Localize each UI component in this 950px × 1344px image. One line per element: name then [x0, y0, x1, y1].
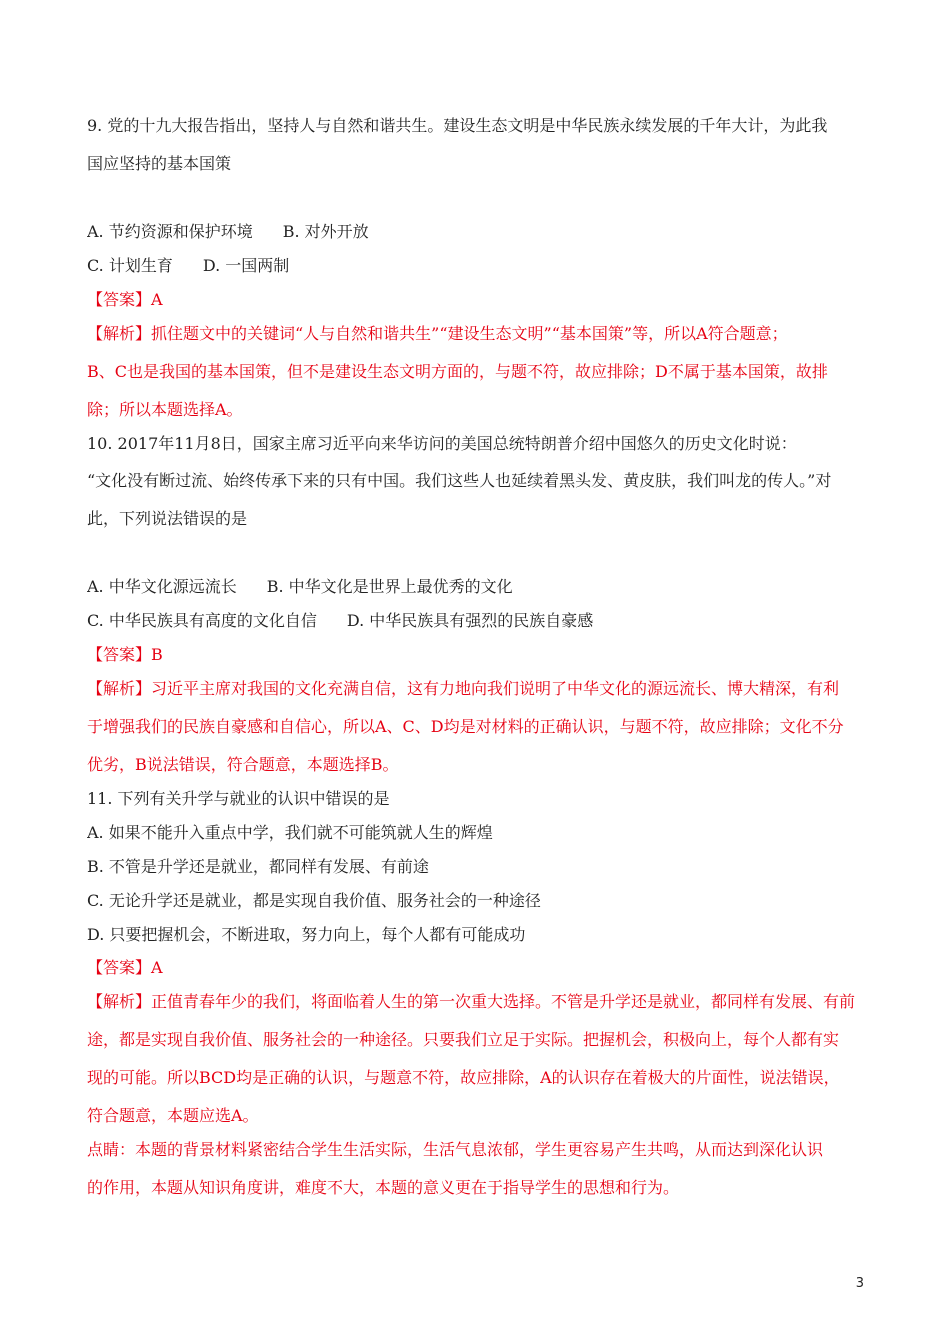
q11-option-b: B. 不管是升学还是就业，都同样有发展、有前途: [87, 857, 429, 876]
q10-analysis-line2: 于增强我们的民族自豪感和自信心，所以A、C、D均是对材料的正确认识，与题不符，故应排除；文化不分: [87, 717, 844, 736]
q11-comment-line1: 点睛：本题的背景材料紧密结合学生生活实际，生活气息浓郁，学生更容易产生共鸣，从而达到深化认识: [87, 1140, 824, 1159]
q11-option-a: A. 如果不能升入重点中学，我们就不可能筑就人生的辉煌: [87, 823, 493, 842]
q11-answer: 【答案】A: [87, 958, 163, 977]
q9-option-c: C. 计划生育: [87, 256, 173, 275]
q11-analysis-line3: 现的可能。所以BCD均是正确的认识，与题意不符，故应排除，A的认识存在着极大的片面性，说法错误，: [87, 1068, 840, 1087]
q10-stem-line2: “文化没有断过流、始终传承下来的只有中国。我们这些人也延续着黑头发、黄皮肤，我们叫龙的传人。”对: [87, 471, 832, 490]
q11-comment-line2: 的作用，本题从知识角度讲，难度不大，本题的意义更在于指导学生的思想和行为。: [87, 1178, 680, 1197]
q11-option-c: C. 无论升学还是就业，都是实现自我价值、服务社会的一种途径: [87, 891, 541, 910]
q10-option-c: C. 中华民族具有高度的文化自信: [87, 611, 317, 630]
q10-stem-line1: 10. 2017年11月8日，国家主席习近平向来华访问的美国总统特朗普介绍中国悠久的历史文化时说：: [87, 434, 797, 453]
q9-option-a: A. 节约资源和保护环境: [87, 222, 253, 241]
q10-option-b: B. 中华文化是世界上最优秀的文化: [266, 577, 513, 596]
q11-stem: 11. 下列有关升学与就业的认识中错误的是: [87, 789, 390, 808]
q9-stem-line2: 国应坚持的基本国策: [87, 154, 232, 173]
q9-analysis-line1: 【解析】抓住题文中的关键词“人与自然和谐共生”“建设生态文明”“基本国策”等，所以A符合题意；: [87, 324, 788, 343]
q9-options-ab: [87, 221, 867, 243]
q10-option-d: D. 中华民族具有强烈的民族自豪感: [346, 611, 594, 630]
q10-option-a: A. 中华文化源远流长: [87, 577, 237, 596]
q9-answer: 【答案】A: [87, 290, 163, 309]
q9-analysis-line2: B、C也是我国的基本国策，但不是建设生态文明方面的，与题不符，故应排除；D不属于基本国策，故排: [87, 362, 828, 381]
q9-analysis-line3: 除；所以本题选择A。: [87, 400, 243, 419]
q11-analysis-line2: 途，都是实现自我价值、服务社会的一种途径。只要我们立足于实际。把握机会，积极向上，每个人都有实: [87, 1030, 840, 1049]
q9-option-b: B. 对外开放: [282, 222, 369, 241]
q11-analysis-line4: 符合题意，本题应选A。: [87, 1106, 259, 1125]
q10-stem-line3: 此，下列说法错误的是: [87, 509, 248, 528]
q10-analysis-line1: 【解析】习近平主席对我国的文化充满自信，这有力地向我们说明了中华文化的源远流长、博大精深，有利: [87, 679, 840, 698]
q10-analysis-line3: 优劣，B说法错误，符合题意，本题选择B。: [87, 755, 399, 774]
page-number: 3: [855, 1276, 864, 1291]
q9-options-cd: [87, 255, 867, 277]
q11-option-d: D. 只要把握机会，不断进取，努力向上，每个人都有可能成功: [87, 925, 526, 944]
q10-options-cd: [87, 610, 867, 632]
q9-option-d: D. 一国两制: [202, 256, 290, 275]
q9-stem-line1: 9. 党的十九大报告指出，坚持人与自然和谐共生。建设生态文明是中华民族永续发展的千年大计，为此我: [87, 116, 828, 135]
q11-analysis-line1: 【解析】正值青春年少的我们，将面临着人生的第一次重大选择。不管是升学还是就业，都同样有发展、有前: [87, 992, 856, 1011]
q10-answer: 【答案】B: [87, 645, 163, 664]
q10-options-ab: [87, 576, 867, 598]
